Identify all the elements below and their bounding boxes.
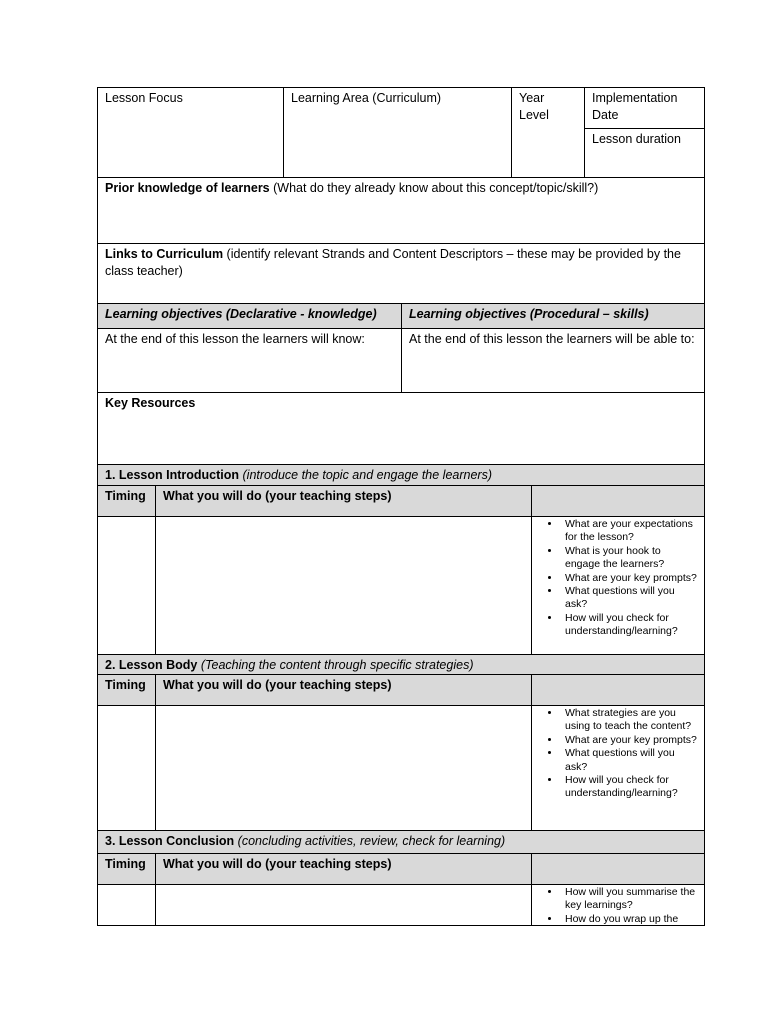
steps-label: What you will do (your teaching steps) [163,678,392,692]
declarative-objectives-heading [97,303,402,329]
procedural-objectives-heading [401,303,705,329]
links-curriculum-cell[interactable] [97,243,705,304]
section-heading-introduction [97,464,705,486]
steps-cell[interactable] [155,516,532,655]
section-heading-conclusion [97,830,705,854]
prompt-item: • How will you check for understanding/learning? [561,774,697,801]
learning-area-label: Learning Area (Curriculum) [291,91,442,105]
prompts-header [531,674,705,706]
prompt-item: • What are your key prompts? [561,734,697,747]
prompts-cell [531,705,705,831]
section-hint: (Teaching the content through specific strategies) [197,658,474,672]
prompts-list [539,886,697,926]
year-level-label: Year Level [519,91,549,122]
steps-header [155,853,532,885]
lesson-focus-cell[interactable] [97,87,284,178]
key-resources-label: Key Resources [105,396,196,410]
timing-header [97,853,156,885]
links-curriculum-label: Links to Curriculum [105,247,224,261]
section-title: 2. Lesson Body [105,658,198,672]
prompt-item: • What are your key prompts? [561,572,697,585]
prompts-header [531,853,705,885]
timing-cell[interactable] [97,516,156,655]
section-hint: (concluding activities, review, check for learning) [234,834,506,848]
section-title: 1. Lesson Introduction [105,468,240,482]
steps-label: What you will do (your teaching steps) [163,857,392,871]
lesson-duration-cell[interactable] [584,128,705,178]
timing-label: Timing [105,678,146,692]
section-title: 3. Lesson Conclusion [105,834,235,848]
links-curriculum-hint: (identify relevant Strands and Content Descriptors – these may be provided by the class teacher) [105,247,681,278]
prompt-item: • What questions will you ask? [561,747,697,774]
prior-knowledge-label: Prior knowledge of learners [105,181,270,195]
procedural-text: At the end of this lesson the learners will be able to: [409,332,695,346]
steps-header [155,485,532,517]
lesson-duration-label: Lesson duration [592,132,681,146]
prompts-cell [531,884,705,926]
timing-cell[interactable] [97,884,156,926]
timing-header [97,674,156,706]
procedural-heading-text: Learning objectives (Procedural – skills) [409,307,649,321]
procedural-objectives-cell[interactable] [401,328,705,393]
learning-area-cell[interactable] [283,87,512,178]
key-resources-cell[interactable] [97,392,705,465]
prompts-header [531,485,705,517]
prompt-item: • How will you summarise the key learnings? [561,886,697,913]
timing-cell[interactable] [97,705,156,831]
prompt-item: • What strategies are you using to teach the content? [561,707,697,734]
implementation-date-cell[interactable] [584,87,705,129]
prompt-item: • What is your hook to engage the learners? [561,545,697,572]
implementation-date-label: Implementation Date [592,91,678,122]
prompt-item: • What questions will you ask? [561,585,697,612]
prompts-cell [531,516,705,655]
declarative-heading-text: Learning objectives (Declarative - knowledge) [105,307,377,321]
prior-knowledge-cell[interactable] [97,177,705,244]
prompt-item: • What are your expectations for the lesson? [561,518,697,545]
prompt-item: • How will you check for understanding/learning? [561,612,697,639]
timing-label: Timing [105,857,146,871]
prompts-list [539,518,697,639]
prior-knowledge-hint: (What do they already know about this concept/topic/skill?) [269,181,599,195]
steps-header [155,674,532,706]
timing-header [97,485,156,517]
section-hint: (introduce the topic and engage the learners) [239,468,492,482]
declarative-objectives-cell[interactable] [97,328,402,393]
lesson-focus-label: Lesson Focus [105,91,183,105]
prompt-item: • How do you wrap up the [561,913,697,926]
steps-cell[interactable] [155,705,532,831]
prompts-list [539,707,697,801]
section-heading-body [97,654,705,675]
steps-label: What you will do (your teaching steps) [163,489,392,503]
declarative-text: At the end of this lesson the learners will know: [105,332,365,346]
year-level-cell[interactable] [511,87,585,178]
timing-label: Timing [105,489,146,503]
steps-cell[interactable] [155,884,532,926]
